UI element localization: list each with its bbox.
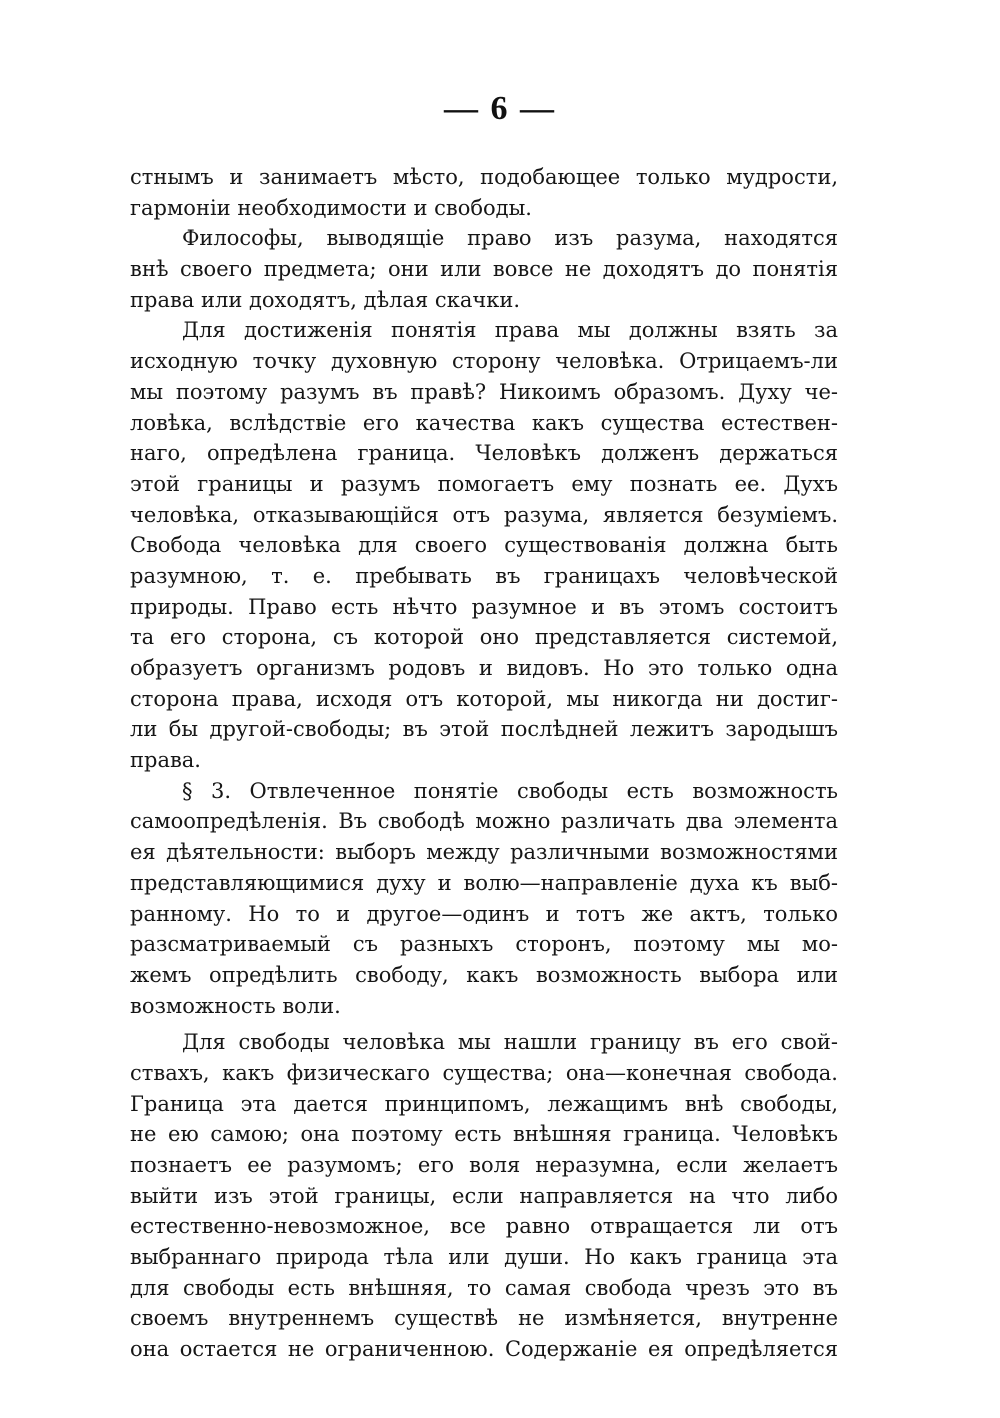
text-line: права или доходятъ, дѣлая скачки.: [130, 287, 521, 312]
text-line: § 3. Отвлеченное понятіе свободы есть возможность: [182, 778, 838, 803]
text-line: своемъ внутреннемъ существѣ не измѣняется, внутренне: [130, 1306, 838, 1331]
page-number: — 6 —: [444, 90, 556, 127]
text-line: Граница эта дается принципомъ, лежащимъ внѣ свободы,: [130, 1091, 838, 1116]
text-line: наго, опредѣлена граница. Человѣкъ долженъ держаться: [130, 441, 838, 466]
text-line: познаетъ ее разумомъ; его воля неразумна, если желаетъ: [130, 1153, 838, 1177]
text-line: ли бы другой-свободы; въ этой послѣдней лежитъ зародышъ: [130, 717, 838, 742]
text-line: Для свободы человѣка мы нашли границу въ его свой-: [182, 1030, 838, 1055]
text-line: сторона права, исходя отъ которой, мы никогда ни достиг-: [130, 686, 838, 711]
text-line: Для достиженія понятія права мы должны взять за: [182, 318, 838, 343]
text-line: выйти изъ этой границы, если направляется на что либо: [130, 1183, 838, 1208]
text-line: права.: [130, 748, 201, 773]
text-line: человѣка, отказывающійся отъ разума, является безуміемъ.: [130, 502, 838, 527]
text-line: исходную точку духовную сторону человѣка. Отрицаемъ-ли: [130, 349, 838, 374]
text-line: та его сторона, съ которой оно представляется системой,: [130, 625, 838, 650]
text-line: гармоніи необходимости и свободы.: [130, 195, 532, 220]
text-line: стнымъ и занимаетъ мѣсто, подобающее только мудрости,: [130, 165, 838, 189]
text-line: для свободы есть внѣшняя, то самая свобода чрезъ это въ: [130, 1275, 838, 1300]
text-line: ея дѣятельности: выборъ между различными возможностями: [130, 840, 838, 865]
text-line: жемъ опредѣлить свободу, какъ возможность выбора или: [130, 962, 838, 987]
text-line: ранному. Но то и другое—одинъ и тотъ же актъ, только: [130, 901, 838, 926]
text-line: выбраннаго природа тѣла или души. Но какъ граница эта: [130, 1245, 838, 1270]
text-line: ловѣка, вслѣдствіе его качества какъ существа естествен-: [130, 410, 838, 435]
text-line: она остается не ограниченною. Содержаніе ея опредѣляется: [130, 1337, 838, 1362]
text-line: возможность воли.: [130, 993, 341, 1018]
text-line: естественно-невозможное, все равно отвращается ли отъ: [130, 1214, 838, 1239]
text-line: разсматриваемый съ разныхъ сторонъ, поэтому мы мо-: [130, 932, 838, 957]
text-line: этой границы и разумъ помогаетъ ему познать ее. Духъ: [130, 471, 838, 496]
text-line: Философы, выводящіе право изъ разума, находятся: [182, 226, 838, 251]
text-line: самоопредѣленія. Въ свободѣ можно различать два элемента: [130, 809, 838, 834]
text-line: не ею самою; она поэтому есть внѣшняя граница. Человѣкъ: [130, 1122, 838, 1147]
text-line: представляющимися духу и волю—направленіе духа къ выб-: [130, 870, 838, 895]
body-text: [130, 162, 838, 1365]
text-line: разумною, т. е. пребывать въ границахъ человѣческой: [130, 563, 838, 588]
text-line: внѣ своего предмета; они или вовсе не доходятъ до понятія: [130, 257, 838, 282]
text-line: Свобода человѣка для своего существованія должна быть: [130, 533, 838, 558]
text-line: мы поэтому разумъ въ правѣ? Никоимъ образомъ. Духу че-: [130, 379, 838, 404]
text-line: ствахъ, какъ физическаго существа; она—конечная свобода.: [130, 1060, 838, 1085]
text-line: природы. Право есть нѣчто разумное и въ этомъ состоитъ: [130, 594, 838, 619]
text-line: образуетъ организмъ родовъ и видовъ. Но это только одна: [130, 656, 838, 680]
